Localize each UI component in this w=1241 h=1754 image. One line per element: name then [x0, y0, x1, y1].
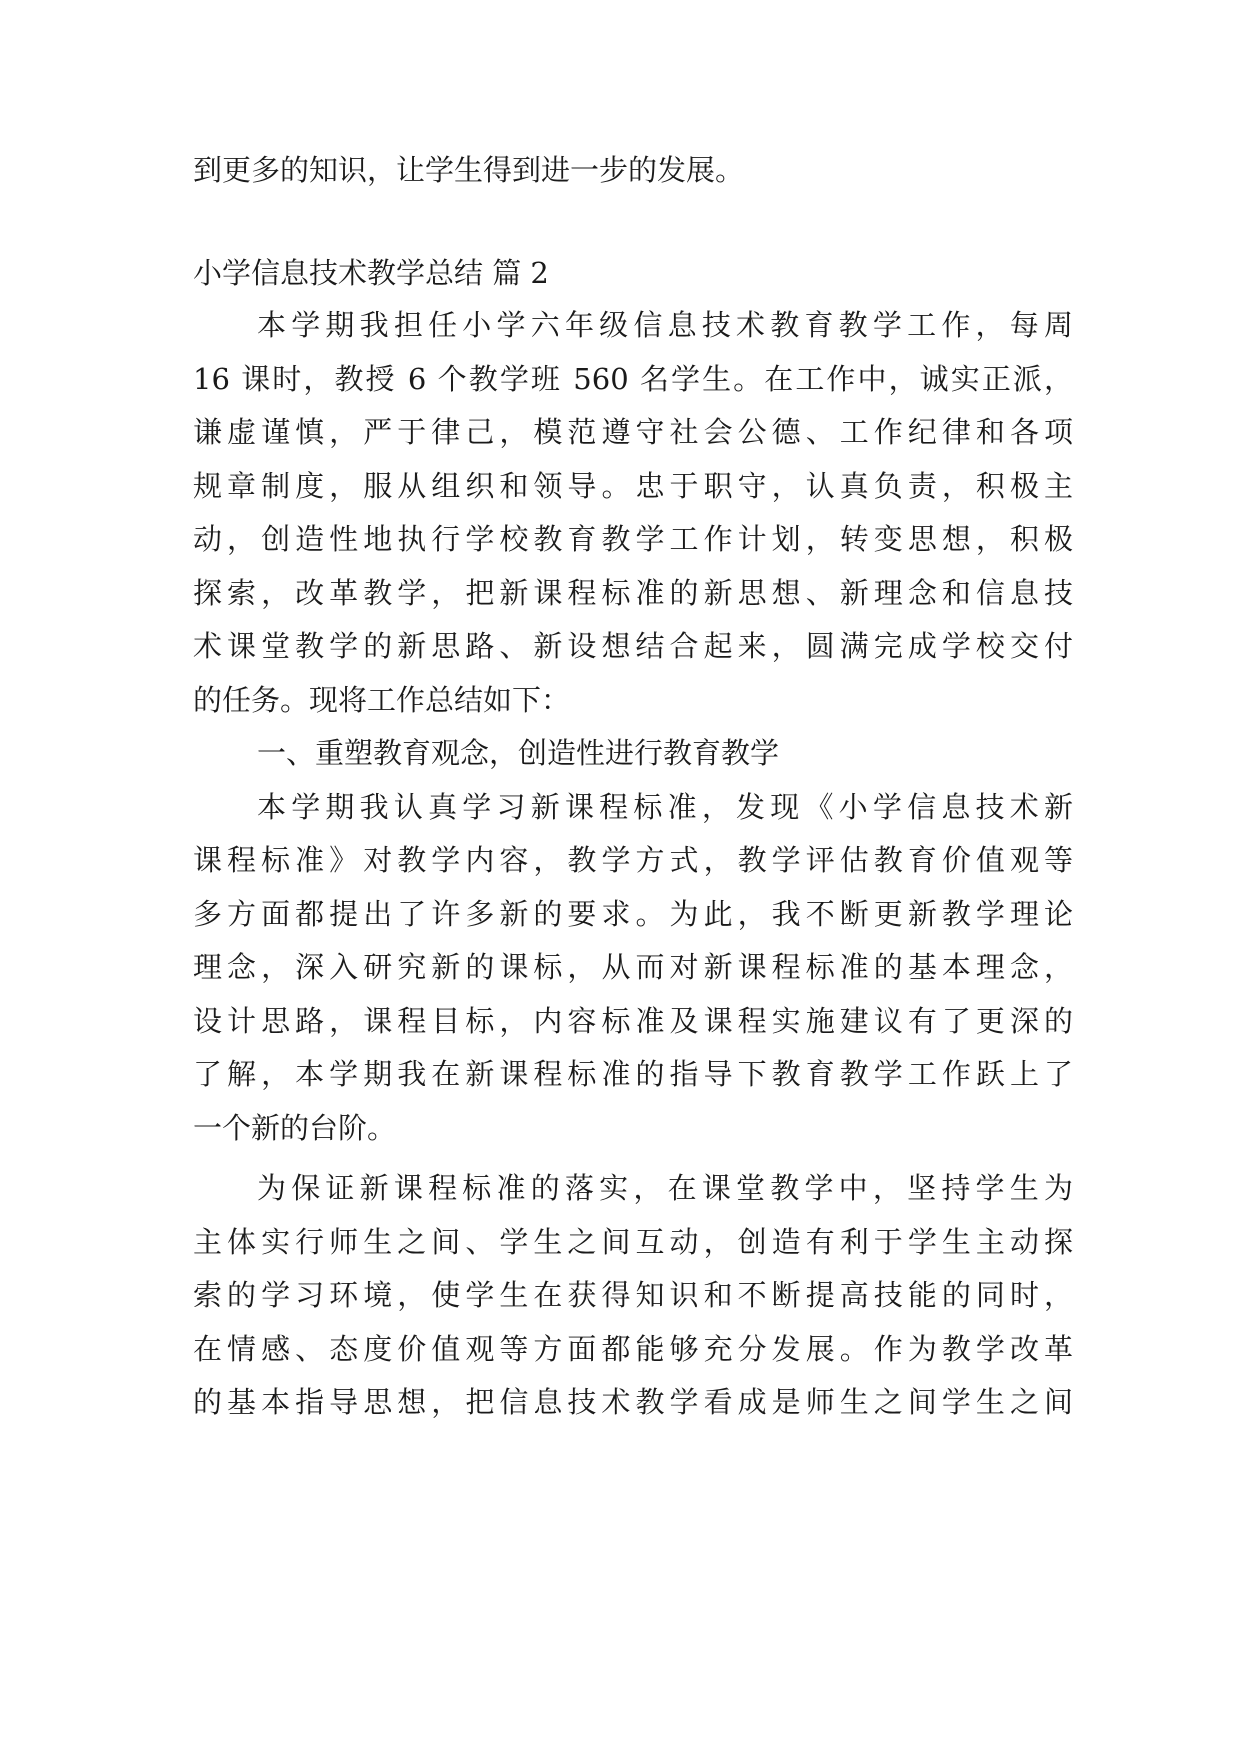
text-line: 了解，本学期我在新课程标准的指导下教育教学工作跃上了	[193, 1057, 1073, 1091]
text-line: 动，创造性地执行学校教育教学工作计划，转变思想，积极	[193, 522, 1073, 556]
section-heading: 小学信息技术教学总结 篇 2	[193, 256, 549, 290]
text-line: 谦虚谨慎，严于律己，模范遵守社会公德、工作纪律和各项	[193, 415, 1073, 449]
text-line: 术课堂教学的新思路、新设想结合起来，圆满完成学校交付	[193, 629, 1073, 663]
text-line: 理念，深入研究新的课标，从而对新课程标准的基本理念，	[193, 950, 1073, 984]
text-line: 课程标准》对教学内容，教学方式，教学评估教育价值观等	[193, 843, 1073, 877]
text-line: 本学期我担任小学六年级信息技术教育教学工作，每周	[257, 308, 1073, 342]
text-line: 索的学习环境，使学生在获得知识和不断提高技能的同时，	[193, 1278, 1073, 1312]
text-line: 主体实行师生之间、学生之间互动，创造有利于学生主动探	[193, 1225, 1073, 1259]
text-line: 的基本指导思想，把信息技术教学看成是师生之间学生之间	[193, 1385, 1073, 1419]
text-line: 到更多的知识，让学生得到进一步的发展。	[193, 153, 745, 187]
text-line: 在情感、态度价值观等方面都能够充分发展。作为教学改革	[193, 1332, 1073, 1366]
text-line: 为保证新课程标准的落实，在课堂教学中，坚持学生为	[257, 1171, 1073, 1205]
subheading: 一、重塑教育观念，创造性进行教育教学	[257, 736, 780, 770]
text-line: 设计思路，课程目标，内容标准及课程实施建议有了更深的	[193, 1004, 1073, 1038]
text-line: 的任务。现将工作总结如下：	[193, 683, 571, 717]
text-line: 本学期我认真学习新课程标准，发现《小学信息技术新	[257, 790, 1073, 824]
text-line: 多方面都提出了许多新的要求。为此，我不断更新教学理论	[193, 897, 1073, 931]
text-line: 一个新的台阶。	[193, 1111, 397, 1145]
text-line: 规章制度，服从组织和领导。忠于职守，认真负责，积极主	[193, 469, 1073, 503]
text-line: 探索，改革教学，把新课程标准的新思想、新理念和信息技	[193, 576, 1073, 610]
text-line: 16 课时，教授 6 个教学班 560 名学生。在工作中，诚实正派，	[193, 362, 1073, 396]
